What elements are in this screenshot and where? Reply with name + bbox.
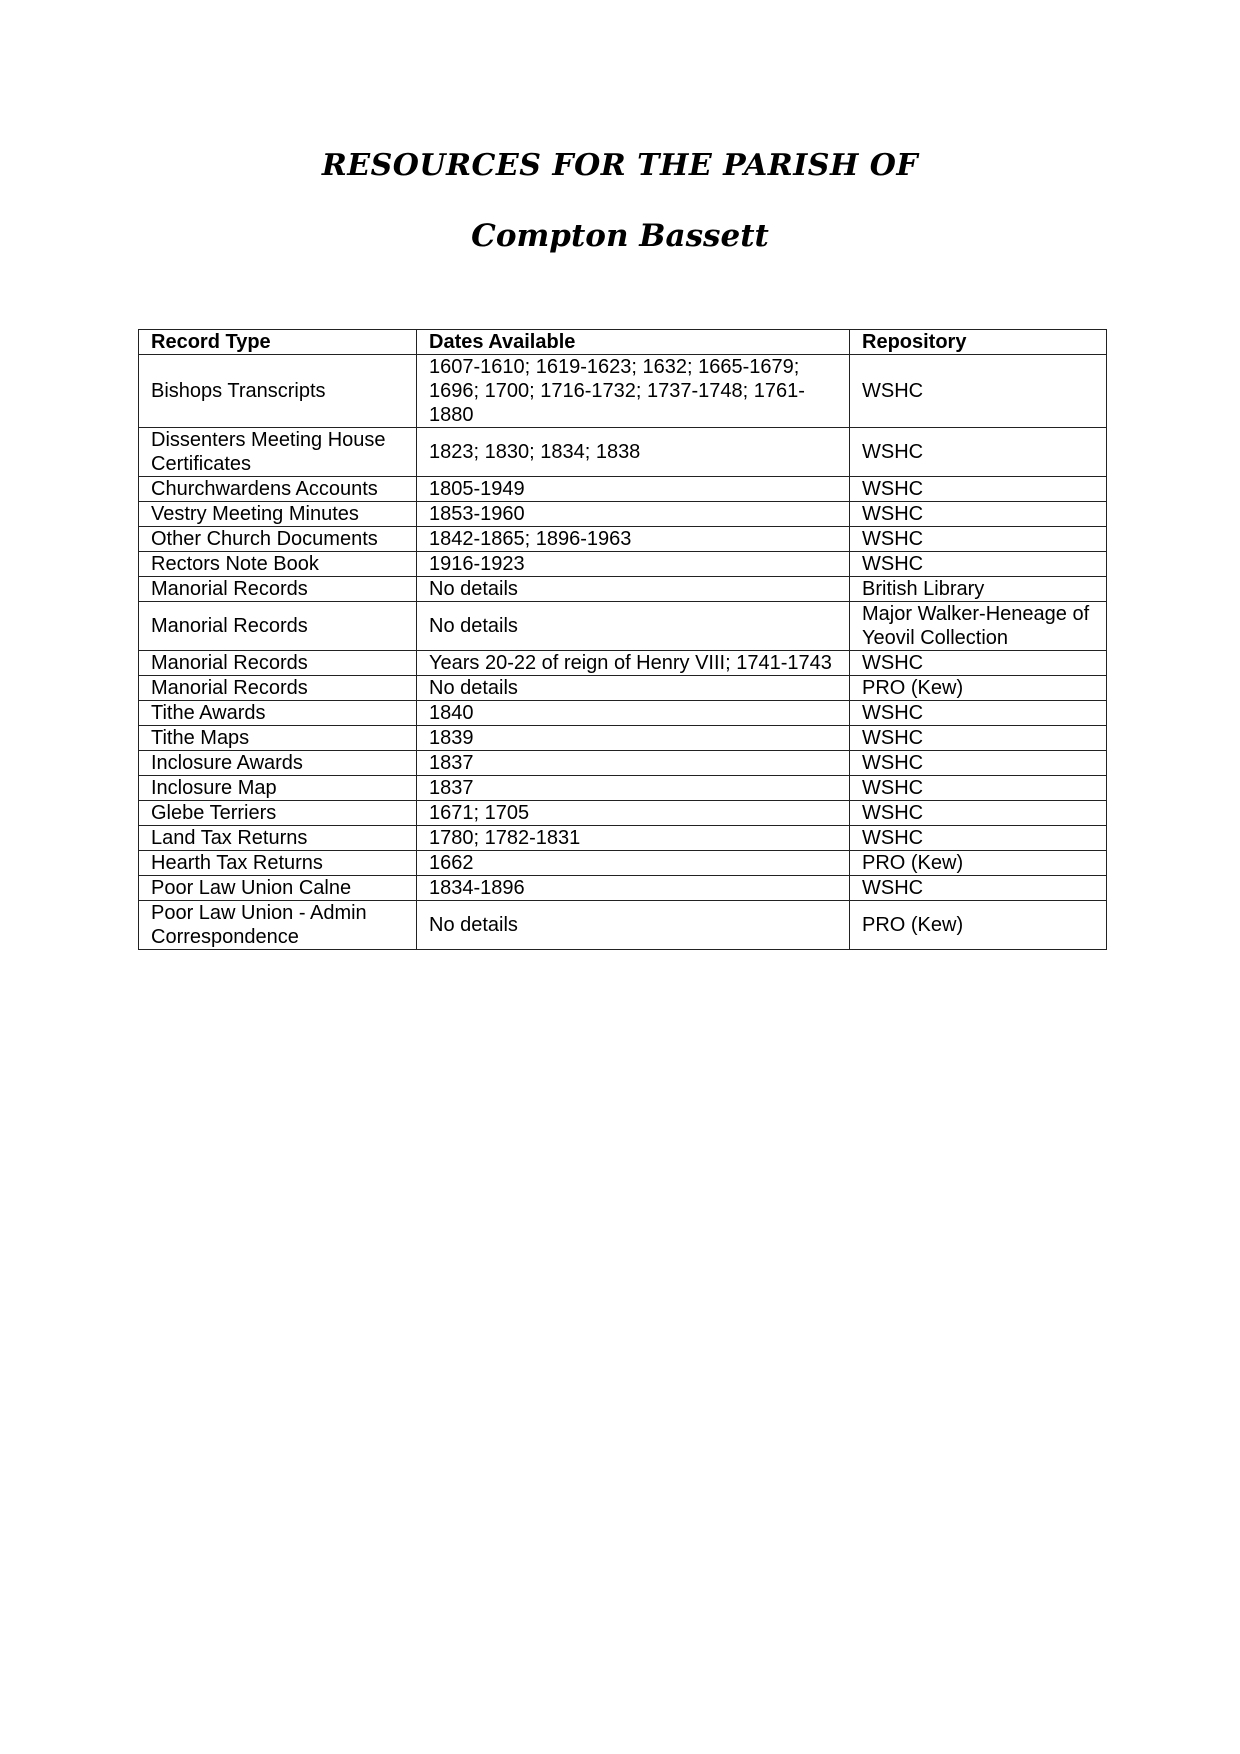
table-row: [139, 355, 1107, 428]
repository-cell: WSHC: [850, 876, 1107, 901]
table-row: [139, 801, 1107, 826]
repository-cell: WSHC: [850, 776, 1107, 801]
repository-cell: British Library: [850, 577, 1107, 602]
dates-cell: 1853-1960: [417, 502, 850, 527]
repository-cell: PRO (Kew): [850, 851, 1107, 876]
dates-cell: 1805-1949: [417, 477, 850, 502]
record-type-cell: Inclosure Awards: [139, 751, 417, 776]
record-type-cell: Glebe Terriers: [139, 801, 417, 826]
record-type-cell: Vestry Meeting Minutes: [139, 502, 417, 527]
record-type-cell: Land Tax Returns: [139, 826, 417, 851]
record-type-cell: Tithe Awards: [139, 701, 417, 726]
repository-cell: PRO (Kew): [850, 676, 1107, 701]
dates-cell: 1671; 1705: [417, 801, 850, 826]
dates-cell: Years 20-22 of reign of Henry VIII; 1741-1743: [417, 651, 850, 676]
dates-cell: 1780; 1782-1831: [417, 826, 850, 851]
table-row: [139, 701, 1107, 726]
table-row: [139, 477, 1107, 502]
repository-cell: WSHC: [850, 801, 1107, 826]
table-row: [139, 527, 1107, 552]
table-row: [139, 552, 1107, 577]
table-row: [139, 776, 1107, 801]
repository-cell: WSHC: [850, 428, 1107, 477]
dates-cell: No details: [417, 577, 850, 602]
record-type-cell: Rectors Note Book: [139, 552, 417, 577]
table-row: [139, 602, 1107, 651]
repository-cell: WSHC: [850, 552, 1107, 577]
table-row: [139, 502, 1107, 527]
record-type-cell: Tithe Maps: [139, 726, 417, 751]
dates-cell: No details: [417, 901, 850, 950]
record-type-cell: Manorial Records: [139, 602, 417, 651]
resources-table: [138, 329, 1107, 950]
record-type-cell: Manorial Records: [139, 651, 417, 676]
repository-cell: PRO (Kew): [850, 901, 1107, 950]
repository-cell: Major Walker-Heneage of Yeovil Collection: [850, 602, 1107, 651]
table-row: [139, 751, 1107, 776]
table-row: [139, 826, 1107, 851]
dates-cell: 1842-1865; 1896-1963: [417, 527, 850, 552]
record-type-cell: Poor Law Union - Admin Correspondence: [139, 901, 417, 950]
record-type-cell: Dissenters Meeting House Certificates: [139, 428, 417, 477]
table-row: [139, 726, 1107, 751]
repository-cell: WSHC: [850, 751, 1107, 776]
dates-cell: No details: [417, 602, 850, 651]
table-row: [139, 876, 1107, 901]
record-type-cell: Inclosure Map: [139, 776, 417, 801]
record-type-cell: Manorial Records: [139, 577, 417, 602]
dates-cell: 1823; 1830; 1834; 1838: [417, 428, 850, 477]
table-row: [139, 901, 1107, 950]
table-row: [139, 651, 1107, 676]
record-type-cell: Other Church Documents: [139, 527, 417, 552]
repository-cell: WSHC: [850, 701, 1107, 726]
record-type-cell: Poor Law Union Calne: [139, 876, 417, 901]
table-row: [139, 851, 1107, 876]
dates-cell: 1837: [417, 776, 850, 801]
dates-cell: 1839: [417, 726, 850, 751]
header-dates-available: Dates Available: [417, 330, 850, 355]
document-title: RESOURCES FOR THE PARISH OF: [321, 148, 919, 183]
repository-cell: WSHC: [850, 826, 1107, 851]
dates-cell: 1662: [417, 851, 850, 876]
record-type-cell: Hearth Tax Returns: [139, 851, 417, 876]
dates-cell: 1837: [417, 751, 850, 776]
table-row: [139, 577, 1107, 602]
repository-cell: WSHC: [850, 502, 1107, 527]
table-row: [139, 428, 1107, 477]
record-type-cell: Manorial Records: [139, 676, 417, 701]
parish-name: Compton Bassett: [471, 218, 769, 254]
repository-cell: WSHC: [850, 527, 1107, 552]
repository-cell: WSHC: [850, 651, 1107, 676]
table-row: [139, 676, 1107, 701]
dates-cell: No details: [417, 676, 850, 701]
table-body: [139, 355, 1107, 950]
header-repository: Repository: [850, 330, 1107, 355]
dates-cell: 1916-1923: [417, 552, 850, 577]
record-type-cell: Churchwardens Accounts: [139, 477, 417, 502]
header-record-type: Record Type: [139, 330, 417, 355]
repository-cell: WSHC: [850, 477, 1107, 502]
repository-cell: WSHC: [850, 726, 1107, 751]
repository-cell: WSHC: [850, 355, 1107, 428]
dates-cell: 1834-1896: [417, 876, 850, 901]
record-type-cell: Bishops Transcripts: [139, 355, 417, 428]
dates-cell: 1840: [417, 701, 850, 726]
dates-cell: 1607-1610; 1619-1623; 1632; 1665-1679; 1696; 1700; 1716-1732; 1737-1748; 1761-1880: [417, 355, 850, 428]
table-header-row: [139, 330, 1107, 355]
